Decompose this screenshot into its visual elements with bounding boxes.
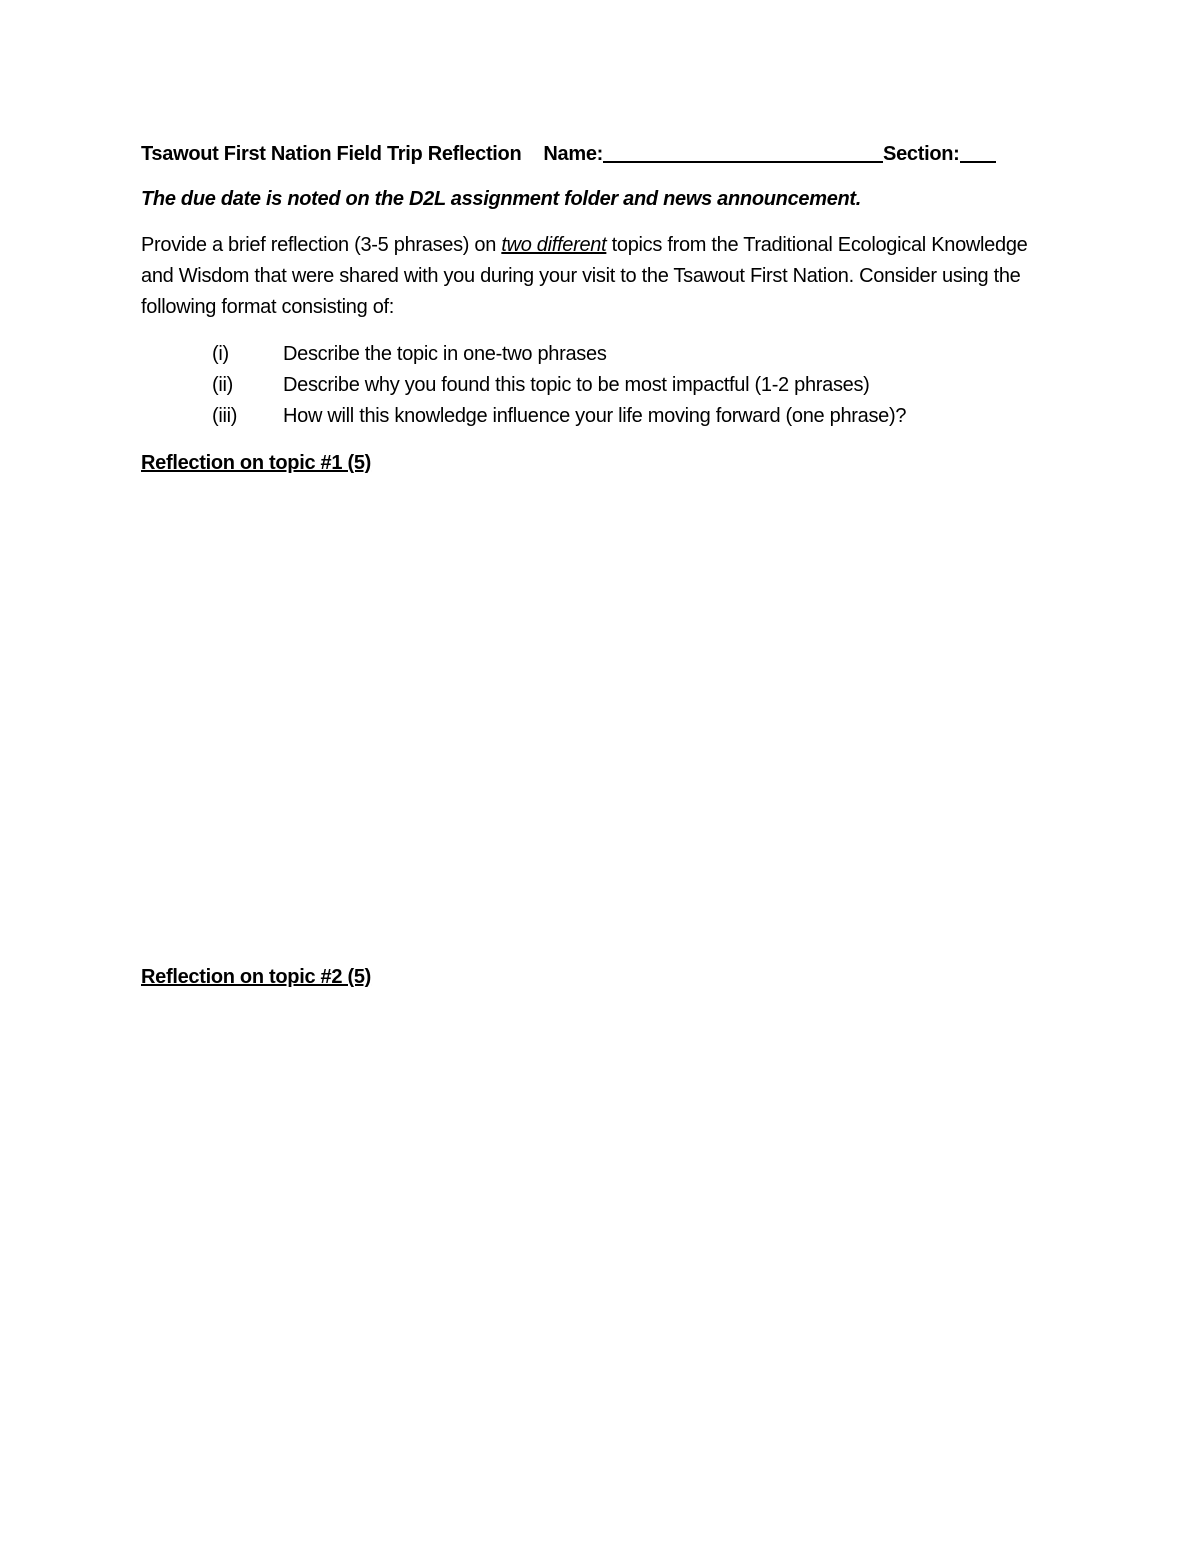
format-steps-list [141,339,1041,432]
intro-text-before: Provide a brief reflection (3-5 phrases) on [141,234,502,256]
reflection-topic-1-heading: Reflection on topic #1 (5) [141,452,372,474]
intro-paragraph [141,230,1036,323]
reflection-topic-2-heading: Reflection on topic #2 (5) [141,966,372,988]
step-number: (ii) [212,374,234,396]
header-line [141,140,1041,172]
section-label: Section: [883,143,960,165]
name-label: Name: [543,143,604,165]
step-text: Describe the topic in one-two phrases [283,343,607,365]
reflection-topic-2-answer-area[interactable] [141,1000,1036,1500]
intro-emphasis: two different [501,234,607,256]
step-number: (iii) [212,405,238,427]
document-content [141,140,1041,988]
step-text: How will this knowledge influence your life moving forward (one phrase)? [283,405,907,427]
section-blank-line[interactable] [960,143,996,163]
document-title: Tsawout First Nation Field Trip Reflection [141,143,522,165]
list-item [212,370,1041,401]
reflection-topic-1-answer-area[interactable] [141,485,1036,945]
step-text: Describe why you found this topic to be most impactful (1-2 phrases) [283,374,870,396]
intro-text-after: topics from the Traditional Ecological Knowledge and Wisdom that were shared with you during your visit to the Tsawout First Nation. Consider using the following format consisting of: [141,234,1028,318]
name-blank-line[interactable] [603,143,883,163]
list-item [212,339,1041,370]
list-item [212,401,1041,432]
due-date-note: The due date is noted on the D2L assignment folder and news announcement. [141,188,862,210]
step-number: (i) [212,343,229,365]
